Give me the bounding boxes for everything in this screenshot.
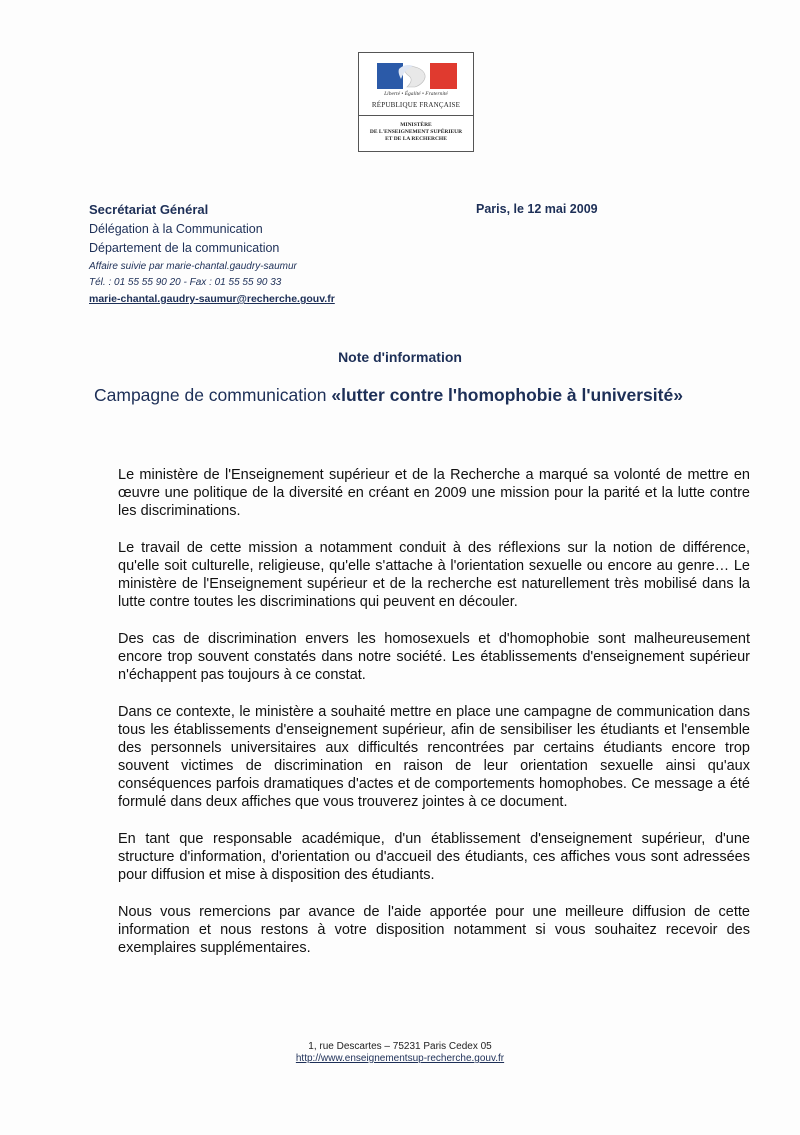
letter-body (118, 466, 750, 976)
body-paragraph-3: Des cas de discrimination envers les homosexuels et d'homophobie sont malheureusement encore trop souvent constatés dans notre société. Les établissements d'enseignement supérieur n'échappent pas toujours à ce constat. (118, 631, 750, 683)
footer-website-link[interactable]: http://www.enseignementsup-recherche.gouv.fr (295, 1053, 505, 1064)
campaign-title: «lutter contre l'homophobie à l'université» (331, 385, 683, 405)
body-paragraph-1: Le ministère de l'Enseignement supérieur et de la Recherche a marqué sa volonté de mettre en œuvre une politique de la diversité en créant en 2009 une mission pour la parité et la lutte contre les discriminations. (118, 467, 750, 519)
ministry-line-2: DE L'ENSEIGNEMENT SUPÉRIEUR (369, 129, 463, 135)
footer (0, 1041, 800, 1065)
footer-address: 1, rue Descartes – 75231 Paris Cedex 05 (308, 1041, 492, 1052)
body-paragraph-6: Nous vous remercions par avance de l'aide apportée pour une meilleure diffusion de cette information et nous restons à votre disposition notamment si vous souhaitez recevoir des exemplaires supplémentaires. (118, 904, 750, 956)
ministry-logo (358, 52, 474, 152)
body-paragraph-2: Le travail de cette mission a notamment conduit à des réflexions sur la notion de différence, qu'elle soit culturelle, religieuse, qu'elle s'attache à l'orientation sexuelle ou encore au genre… Le ministère de l'Enseignement supérieur et de la recherche est naturellement très mobilisé dans la lutte contre toutes les discriminations qui peuvent en découler. (118, 540, 750, 610)
flag-blue-band (377, 63, 403, 89)
campaign-prefix: Campagne de communication (94, 385, 332, 405)
letter-date: Paris, le 12 mai 2009 (476, 202, 598, 216)
republique-francaise: RÉPUBLIQUE FRANÇAISE (371, 101, 461, 109)
body-paragraph-5: En tant que responsable académique, d'un établissement d'enseignement supérieur, d'une structure d'information, d'orientation ou d'accueil des étudiants, ces affiches vous sont adressées pour diffusion et mise à disposition des étudiants. (118, 831, 750, 883)
sender-contact-person: Affaire suivie par marie-chantal.gaudry-saumur (89, 261, 297, 272)
body-paragraph-4: Dans ce contexte, le ministère a souhaité mettre en place une campagne de communication dans tous les établissements d'enseignement supérieur, afin de sensibiliser les étudiants et l'ensemble des personnels universitaires aux difficultés rencontrées par certains étudiants encore trop souvent victimes de discrimination en raison de leur orientation sexuelle ainsi qu'aux conséquences parfois dramatiques d'actes et de comportements homophobes. Ce message a été formulé dans deux affiches que vous trouverez jointes à ce document. (118, 704, 750, 810)
sender-secretariat: Secrétariat Général (89, 202, 209, 217)
campaign-heading (94, 385, 683, 406)
republic-motto: Liberté • Égalité • Fraternité (384, 91, 448, 97)
sender-block (89, 202, 335, 305)
sender-department: Département de la communication (89, 241, 280, 255)
sender-phone-fax: Tél. : 01 55 55 90 20 - Fax : 01 55 55 90 33 (89, 277, 282, 288)
flag-red-band (430, 63, 457, 89)
ministry-name (359, 116, 473, 143)
sender-delegation: Délégation à la Communication (89, 222, 263, 236)
ministry-line-3: ET DE LA RECHERCHE (385, 136, 447, 142)
ministry-line-1: MINISTÈRE (400, 122, 432, 128)
note-title: Note d'information (338, 349, 462, 365)
sender-email-link[interactable]: marie-chantal.gaudry-saumur@recherche.gouv.fr (89, 293, 335, 305)
marianne-flag-icon (377, 63, 457, 89)
logo-marianne-area (359, 53, 473, 116)
